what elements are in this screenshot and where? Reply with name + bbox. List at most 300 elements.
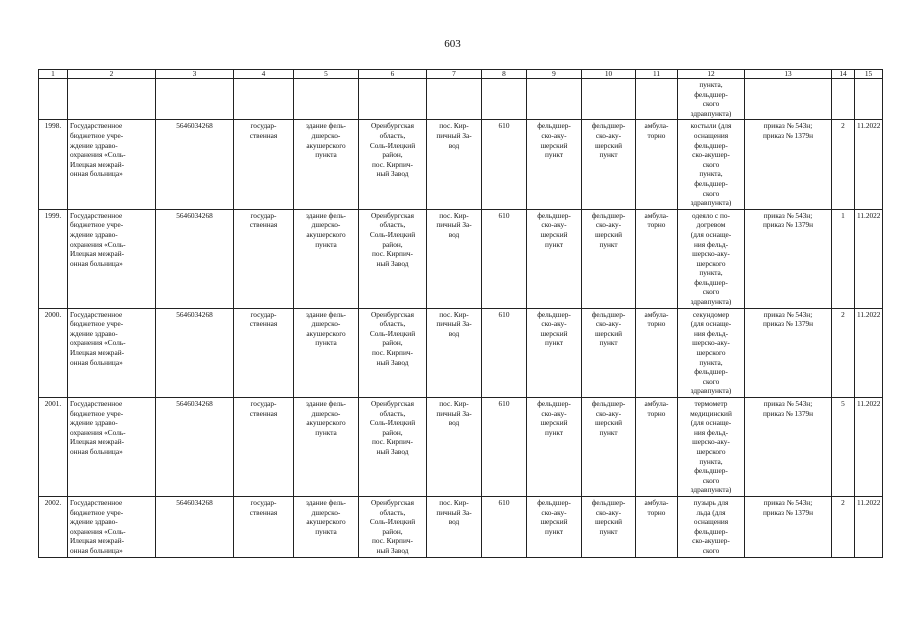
cell-col-8: 610	[482, 496, 527, 557]
cell-col-9	[527, 79, 582, 120]
cell-col-8	[482, 79, 527, 120]
cell-line: ственная	[249, 319, 278, 329]
cell-col-1: 2002.	[39, 496, 68, 557]
cell-line: район,	[382, 150, 403, 160]
cell-col-2	[68, 79, 156, 120]
cell-col-4	[234, 209, 294, 308]
cell-col-15	[855, 79, 883, 120]
cell-line: фельдшер-	[591, 210, 626, 220]
cell-line: одеяло с по-	[692, 210, 730, 220]
cell-line: Соль-Илецкий	[369, 140, 416, 150]
cell-line: бюджетное учре-	[70, 130, 124, 140]
page-number: 603	[444, 38, 461, 50]
cell-line: фельдшер-	[591, 399, 626, 408]
cell-line: бюджетное учре-	[70, 220, 124, 230]
cell-line: ственная	[249, 408, 278, 418]
cell-col-14: 5	[832, 398, 855, 497]
cell-line: Илецкая межрай-	[70, 249, 125, 259]
cell-line: пункта	[315, 338, 337, 348]
cell-col-6	[359, 398, 427, 497]
cell-col-12	[678, 398, 745, 497]
cell-line: дшерско-	[311, 408, 341, 418]
cell-line: фельдшер-	[694, 277, 728, 287]
cell-line: бюджетное учре-	[70, 507, 124, 517]
cell-line: акушерского	[306, 328, 346, 338]
cell-line: пункта,	[699, 80, 723, 89]
cell-line: фельдшер-	[694, 140, 728, 150]
cell-col-2	[68, 120, 156, 209]
cell-line: пункт	[544, 526, 564, 536]
cell-line: охранения «Соль-	[70, 427, 126, 437]
column-number-8: 8	[482, 70, 527, 79]
cell-line: Государственное	[70, 497, 123, 507]
cell-line: фельдшер-	[537, 309, 571, 319]
cell-line: ско-акушер-	[692, 150, 730, 160]
cell-col-10	[582, 120, 636, 209]
table-row	[39, 209, 883, 308]
cell-line: район,	[382, 338, 403, 348]
cell-col-12	[678, 209, 745, 308]
cell-line: шерско-аку-	[692, 249, 730, 259]
cell-line: Оренбургская	[370, 210, 415, 220]
cell-line: акушерского	[306, 418, 346, 428]
column-number-2: 2	[68, 70, 156, 79]
cell-line: шерский	[594, 517, 623, 527]
cell-line: здание фель-	[306, 497, 346, 507]
cell-line: здравпункта)	[690, 386, 732, 396]
cell-line: шерский	[540, 328, 568, 338]
cell-line: дшерско-	[311, 507, 341, 517]
column-number-6: 6	[359, 70, 427, 79]
cell-col-8: 610	[482, 120, 527, 209]
column-number-15: 15	[855, 70, 883, 79]
cell-line: ского	[702, 545, 720, 555]
cell-line: государ-	[250, 210, 277, 220]
cell-line: фельдшер-	[694, 178, 728, 188]
cell-col-10	[582, 496, 636, 557]
cell-line: вод	[448, 140, 460, 150]
cell-col-15: 11.2022	[855, 496, 883, 557]
column-number-1: 1	[39, 70, 68, 79]
continuation-row	[39, 79, 883, 120]
cell-line: район,	[382, 526, 403, 536]
cell-line: Илецкая межрай-	[70, 348, 125, 358]
cell-line: ско-аку-	[541, 408, 567, 418]
cell-line: пункт	[599, 338, 618, 348]
cell-line: (для оснаще-	[690, 319, 732, 329]
cell-line: пункт	[599, 427, 618, 437]
cell-line: Соль-Илецкий	[369, 517, 416, 527]
cell-line: ско-аку-	[541, 130, 567, 140]
cell-col-7	[427, 398, 482, 497]
cell-line: шерский	[540, 140, 568, 150]
cell-line: вод	[448, 517, 460, 527]
cell-line: приказ № 543н;	[763, 497, 813, 507]
cell-line: Государственное	[70, 121, 123, 131]
cell-line: фельдшер-	[537, 497, 571, 507]
cell-line: (для оснаще-	[690, 418, 732, 428]
registry-table-sheet	[38, 69, 882, 558]
cell-line: ско-аку-	[595, 408, 622, 418]
cell-line: шерского	[696, 348, 726, 358]
cell-line: пос. Кирпич-	[372, 159, 413, 169]
cell-col-11	[636, 308, 678, 397]
cell-line: вод	[448, 328, 460, 338]
cell-line: приказ № 543н;	[763, 399, 813, 408]
cell-line: фельдшер-	[537, 121, 571, 131]
cell-col-7	[427, 308, 482, 397]
cell-col-1: 2001.	[39, 398, 68, 497]
cell-line: Илецкая межрай-	[70, 536, 125, 546]
cell-line: пос. Кир-	[439, 210, 469, 220]
cell-line: ско-аку-	[595, 130, 622, 140]
cell-col-14: 1	[832, 209, 855, 308]
cell-col-3	[156, 79, 234, 120]
cell-col-13	[745, 398, 832, 497]
cell-line: ния фельд-	[693, 427, 729, 437]
cell-line: ный Завод	[376, 258, 409, 268]
cell-line: ждение здраво-	[70, 418, 118, 428]
cell-line: термометр	[694, 399, 728, 408]
cell-col-9	[527, 398, 582, 497]
cell-col-8: 610	[482, 308, 527, 397]
cell-col-14: 2	[832, 496, 855, 557]
cell-col-15: 11.2022	[855, 209, 883, 308]
cell-line: Оренбургская	[370, 497, 415, 507]
cell-line: фельдшер-	[537, 399, 571, 408]
cell-col-1: 2000.	[39, 308, 68, 397]
cell-line: амбула-	[644, 121, 669, 131]
cell-line: онная больница»	[70, 357, 123, 367]
cell-line: Оренбургская	[370, 121, 415, 131]
cell-col-13	[745, 496, 832, 557]
cell-col-1: 1998.	[39, 120, 68, 209]
cell-line: пункта	[315, 427, 337, 437]
cell-line: Оренбургская	[370, 399, 415, 408]
cell-col-8: 610	[482, 209, 527, 308]
cell-line: пос. Кирпич-	[372, 348, 413, 358]
cell-line: ско-аку-	[541, 220, 567, 230]
cell-line: приказ № 1379н	[762, 507, 814, 517]
cell-col-7	[427, 79, 482, 120]
cell-line: ского	[702, 475, 720, 485]
cell-line: фельдшер-	[694, 466, 728, 476]
cell-col-9	[527, 308, 582, 397]
cell-line: акушерского	[306, 517, 346, 527]
column-number-11: 11	[636, 70, 678, 79]
cell-line: охранения «Соль-	[70, 150, 126, 160]
cell-line: ского	[702, 188, 720, 198]
cell-line: бюджетное учре-	[70, 408, 124, 418]
cell-line: ского	[702, 376, 720, 386]
cell-line: ско-аку-	[541, 319, 567, 329]
cell-col-10	[582, 398, 636, 497]
cell-line: пос. Кир-	[439, 309, 469, 319]
cell-col-9	[527, 209, 582, 308]
cell-line: ждение здраво-	[70, 328, 118, 338]
cell-line: пос. Кир-	[439, 399, 469, 408]
cell-line: пичный За-	[436, 408, 472, 418]
cell-line: государ-	[250, 497, 277, 507]
cell-line: амбула-	[644, 399, 669, 408]
cell-col-5	[294, 120, 359, 209]
cell-line: приказ № 1379н	[762, 220, 814, 230]
cell-line: ственная	[249, 220, 278, 230]
cell-line: пичный За-	[436, 319, 472, 329]
cell-col-5	[294, 209, 359, 308]
cell-line: вод	[448, 229, 460, 239]
cell-col-11	[636, 209, 678, 308]
cell-line: пункт	[544, 427, 564, 437]
cell-line: фельдшер-	[537, 210, 571, 220]
column-number-5: 5	[294, 70, 359, 79]
cell-line: Соль-Илецкий	[369, 418, 416, 428]
cell-line: ный Завод	[376, 357, 409, 367]
cell-line: ждение здраво-	[70, 517, 118, 527]
cell-line: здание фель-	[306, 121, 346, 131]
cell-line: пичный За-	[436, 130, 472, 140]
cell-line: государ-	[250, 309, 277, 319]
cell-line: онная больница»	[70, 169, 123, 179]
cell-line: фельдшер-	[591, 121, 626, 131]
cell-line: Государственное	[70, 399, 123, 408]
cell-line: приказ № 543н;	[763, 121, 813, 131]
cell-line: ждение здраво-	[70, 140, 118, 150]
cell-line: амбула-	[644, 309, 669, 319]
cell-col-5	[294, 79, 359, 120]
cell-col-6	[359, 496, 427, 557]
cell-line: шерско-аку-	[692, 437, 730, 447]
cell-col-12	[678, 120, 745, 209]
cell-col-2	[68, 308, 156, 397]
cell-line: пузырь для	[693, 497, 729, 507]
table-row	[39, 496, 883, 557]
cell-line: здание фель-	[306, 399, 346, 408]
column-number-row	[39, 70, 883, 79]
cell-line: ный Завод	[376, 169, 409, 179]
cell-col-14: 2	[832, 308, 855, 397]
cell-line: здравпункта)	[690, 108, 732, 118]
cell-line: онная больница»	[70, 446, 123, 456]
cell-col-9	[527, 120, 582, 209]
cell-col-13	[745, 308, 832, 397]
table-row	[39, 308, 883, 397]
cell-col-3: 5646034268	[156, 308, 234, 397]
column-number-10: 10	[582, 70, 636, 79]
registry-table	[38, 69, 883, 558]
cell-col-14: 2	[832, 120, 855, 209]
cell-line: оснащения	[693, 130, 729, 140]
cell-line: торно	[647, 319, 666, 329]
cell-line: онная больница»	[70, 258, 123, 268]
cell-line: пос. Кир-	[439, 497, 469, 507]
cell-line: приказ № 543н;	[763, 210, 813, 220]
cell-line: ния фельд-	[693, 239, 729, 249]
cell-line: охранения «Соль-	[70, 526, 126, 536]
cell-line: государ-	[250, 121, 277, 131]
cell-line: шерского	[696, 446, 726, 456]
cell-col-12	[678, 79, 745, 120]
column-number-9: 9	[527, 70, 582, 79]
cell-col-3: 5646034268	[156, 496, 234, 557]
cell-line: здание фель-	[306, 309, 346, 319]
cell-col-14	[832, 79, 855, 120]
table-row	[39, 398, 883, 497]
cell-col-13	[745, 120, 832, 209]
cell-col-3: 5646034268	[156, 120, 234, 209]
cell-line: дшерско-	[311, 220, 341, 230]
cell-line: область,	[379, 220, 406, 230]
cell-line: льда (для	[696, 507, 726, 517]
column-number-12: 12	[678, 70, 745, 79]
cell-line: пичный За-	[436, 220, 472, 230]
cell-line: ско-аку-	[595, 507, 622, 517]
cell-line: амбула-	[644, 210, 669, 220]
cell-line: (для оснаще-	[690, 229, 732, 239]
cell-line: шерско-аку-	[692, 338, 730, 348]
cell-line: шерского	[696, 258, 726, 268]
cell-line: ского	[702, 99, 720, 109]
cell-line: пункт	[599, 526, 618, 536]
cell-line: фельдшер-	[694, 526, 728, 536]
column-number-4: 4	[234, 70, 294, 79]
cell-col-15: 11.2022	[855, 120, 883, 209]
table-row	[39, 120, 883, 209]
cell-col-15: 11.2022	[855, 308, 883, 397]
cell-line: пос. Кирпич-	[372, 536, 413, 546]
cell-line: охранения «Соль-	[70, 239, 126, 249]
cell-col-5	[294, 308, 359, 397]
cell-col-11	[636, 398, 678, 497]
column-number-7: 7	[427, 70, 482, 79]
cell-line: акушерского	[306, 140, 346, 150]
cell-col-3: 5646034268	[156, 209, 234, 308]
cell-col-11	[636, 79, 678, 120]
cell-line: ственная	[249, 130, 278, 140]
cell-line: область,	[379, 408, 406, 418]
cell-col-2	[68, 398, 156, 497]
cell-col-7	[427, 209, 482, 308]
cell-line: шерский	[594, 418, 623, 428]
cell-line: костыли (для	[690, 121, 732, 131]
cell-line: пункта	[315, 239, 337, 249]
cell-col-6	[359, 308, 427, 397]
cell-line: шерский	[594, 229, 623, 239]
cell-line: онная больница»	[70, 545, 123, 555]
column-number-13: 13	[745, 70, 832, 79]
cell-line: приказ № 543н;	[763, 309, 813, 319]
cell-col-8: 610	[482, 398, 527, 497]
cell-line: пос. Кирпич-	[372, 249, 413, 259]
cell-line: торно	[647, 507, 666, 517]
cell-line: ско-аку-	[541, 507, 567, 517]
cell-line: вод	[448, 418, 460, 428]
cell-line: пункт	[599, 239, 618, 249]
cell-line: приказ № 1379н	[762, 130, 814, 140]
cell-col-9	[527, 496, 582, 557]
cell-line: Илецкая межрай-	[70, 437, 125, 447]
cell-line: ского	[702, 159, 720, 169]
cell-col-10	[582, 308, 636, 397]
cell-col-1	[39, 79, 68, 120]
cell-col-10	[582, 209, 636, 308]
cell-line: секундомер	[692, 309, 730, 319]
cell-line: шерский	[540, 418, 568, 428]
cell-line: область,	[379, 130, 406, 140]
cell-col-6	[359, 120, 427, 209]
cell-col-2	[68, 209, 156, 308]
cell-line: дшерско-	[311, 319, 341, 329]
cell-line: пункта	[315, 150, 337, 160]
column-number-14: 14	[832, 70, 855, 79]
cell-col-7	[427, 120, 482, 209]
cell-line: торно	[647, 130, 666, 140]
cell-col-11	[636, 120, 678, 209]
cell-line: пункта,	[699, 169, 723, 179]
column-number-3: 3	[156, 70, 234, 79]
cell-line: шерский	[540, 517, 568, 527]
cell-line: фельдшер-	[591, 497, 626, 507]
cell-line: торно	[647, 220, 666, 230]
cell-line: пункт	[544, 150, 564, 160]
cell-line: шерский	[594, 140, 623, 150]
cell-col-4	[234, 120, 294, 209]
cell-col-4	[234, 308, 294, 397]
cell-col-3: 5646034268	[156, 398, 234, 497]
cell-line: фельдшер-	[694, 367, 728, 377]
cell-col-4	[234, 79, 294, 120]
cell-line: оснащения	[693, 517, 729, 527]
cell-line: ния фельд-	[693, 328, 729, 338]
cell-col-10	[582, 79, 636, 120]
cell-line: здание фель-	[306, 210, 346, 220]
cell-line: Оренбургская	[370, 309, 415, 319]
cell-line: район,	[382, 427, 403, 437]
cell-line: Соль-Илецкий	[369, 229, 416, 239]
cell-line: ско-аку-	[595, 220, 622, 230]
cell-line: здравпункта)	[690, 297, 732, 307]
cell-col-13	[745, 79, 832, 120]
cell-line: пункт	[599, 150, 618, 160]
cell-col-7	[427, 496, 482, 557]
cell-line: пункта,	[699, 357, 723, 367]
cell-col-1: 1999.	[39, 209, 68, 308]
cell-col-13	[745, 209, 832, 308]
cell-line: пункта,	[699, 268, 723, 278]
cell-line: акушерского	[306, 229, 346, 239]
cell-line: ственная	[249, 507, 278, 517]
cell-line: амбула-	[644, 497, 669, 507]
cell-line: ный Завод	[376, 446, 409, 456]
cell-col-4	[234, 398, 294, 497]
cell-line: область,	[379, 507, 406, 517]
cell-col-12	[678, 496, 745, 557]
cell-col-5	[294, 496, 359, 557]
cell-line: пункта,	[699, 456, 723, 466]
cell-line: торно	[647, 408, 666, 418]
cell-line: район,	[382, 239, 403, 249]
cell-col-12	[678, 308, 745, 397]
cell-line: фельдшер-	[591, 309, 626, 319]
cell-col-6	[359, 209, 427, 308]
cell-line: шерский	[594, 328, 623, 338]
cell-line: Государственное	[70, 309, 123, 319]
cell-line: медицинский	[690, 408, 732, 418]
cell-line: ско-акушер-	[692, 536, 730, 546]
table-body	[39, 79, 883, 558]
cell-line: пункт	[544, 239, 564, 249]
cell-col-4	[234, 496, 294, 557]
